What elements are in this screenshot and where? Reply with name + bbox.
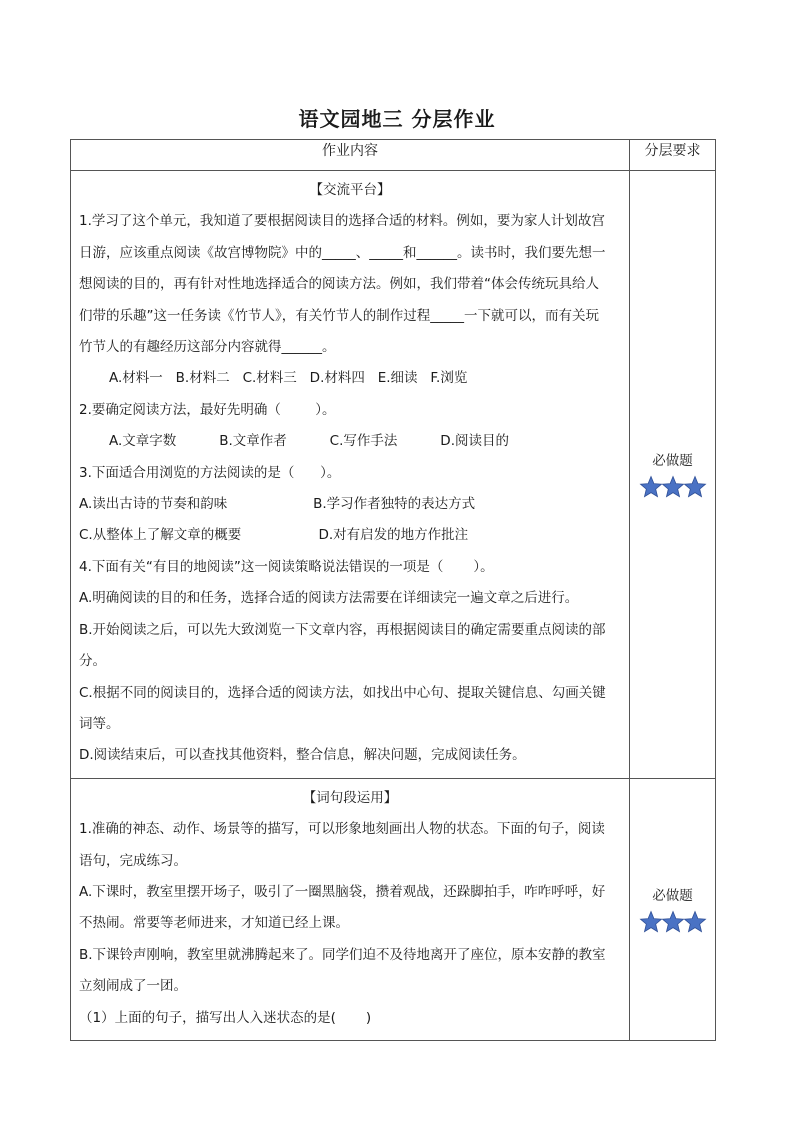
section-row-1 <box>71 171 716 779</box>
content-line: D.阅读结束后，可以查找其他资料，整合信息，解决问题，完成阅读任务。 <box>79 747 526 764</box>
content-line: C.根据不同的阅读目的，选择合适的阅读方法，如找出中心句、提取关键信息、勾画关键 <box>79 684 606 701</box>
star-icon <box>683 475 707 499</box>
header-content: 作业内容 <box>71 140 630 171</box>
header-requirement: 分层要求 <box>630 140 716 171</box>
content-line: 想阅读的目的，再有针对性地选择适合的阅读方法。例如，我们带着“体会传统玩具给人 <box>79 276 599 293</box>
section-requirement-1 <box>630 171 716 779</box>
star-icon <box>683 910 707 934</box>
content-line: C.从整体上了解文章的概要 D.对有启发的地方作批注 <box>79 527 469 544</box>
homework-table <box>70 139 716 1041</box>
star-icon <box>661 910 685 934</box>
content-line: A.读出古诗的节奏和韵味 B.学习作者独特的表达方式 <box>79 496 476 513</box>
content-line: 1.准确的神态、动作、场景等的描写，可以形象地刻画出人物的状态。下面的句子，阅读 <box>79 821 605 838</box>
content-line: B.开始阅读之后，可以先大致浏览一下文章内容，再根据阅读目的确定需要重点阅读的部 <box>79 621 606 638</box>
content-line: （1）上面的句子，描写出人入迷状态的是( ) <box>79 1009 372 1026</box>
content-line: 立刻闹成了一团。 <box>79 978 187 995</box>
content-line: 词等。 <box>79 715 120 732</box>
section-body <box>71 779 629 1040</box>
section-content-2 <box>71 778 630 1040</box>
content-line: A.下课时，教室里摆开场子，吸引了一圈黑脑袋，攒着观战，还跺脚拍手，咋咋呼呼，好 <box>79 883 606 900</box>
requirement-label: 必做题 <box>652 453 693 470</box>
star-icon <box>639 910 663 934</box>
content-line: 2.要确定阅读方法，最好先明确（ ）。 <box>79 401 336 418</box>
content-line: 不热闹。常要等老师进来，才知道已经上课。 <box>79 915 349 932</box>
section-content-1 <box>71 171 630 779</box>
section-heading: 【词句段运用】 <box>302 789 398 806</box>
content-line: 3.下面适合用浏览的方法阅读的是（ ）。 <box>79 464 341 481</box>
section-heading: 【交流平台】 <box>309 182 391 198</box>
section-row-2 <box>71 778 716 1040</box>
content-line: 4.下面有关“有目的地阅读”这一阅读策略说法错误的一项是（ ）。 <box>79 558 494 575</box>
star-icon <box>639 475 663 499</box>
content-line: B.下课铃声刚响，教室里就沸腾起来了。同学们迫不及待地离开了座位，原本安静的教室 <box>79 946 606 963</box>
star-icon <box>661 475 685 499</box>
page-title: 语文园地三 分层作业 <box>298 107 496 131</box>
content-line: A.明确阅读的目的和任务，选择合适的阅读方法需要在详细读完一遍文章之后进行。 <box>79 590 579 607</box>
content-line: 竹节人的有趣经历这部分内容就得______。 <box>79 339 336 356</box>
content-line: A.材料一 B.材料二 C.材料三 D.材料四 E.细读 F.浏览 <box>109 370 468 387</box>
content-line: 1.学习了这个单元，我知道了要根据阅读目的选择合适的材料。例如，要为家人计划故宫 <box>79 213 605 230</box>
content-line: 分。 <box>79 653 106 670</box>
section-requirement-2 <box>630 778 716 1040</box>
content-line: 语句，完成练习。 <box>79 852 187 869</box>
content-line: 日游，应该重点阅读《故宫博物院》中的_____、_____和______。读书时，我们要先想一 <box>79 244 606 261</box>
table-header-row <box>71 140 716 171</box>
content-line: 们带的乐趣”这一任务读《竹节人》，有关竹节人的制作过程_____一下就可以，而有关玩 <box>79 307 599 324</box>
section-body <box>71 171 629 778</box>
content-line: A.文章字数 B.文章作者 C.写作手法 D.阅读目的 <box>109 433 509 450</box>
difficulty-stars <box>630 475 715 499</box>
difficulty-stars <box>630 910 715 934</box>
requirement-label: 必做题 <box>652 888 693 905</box>
